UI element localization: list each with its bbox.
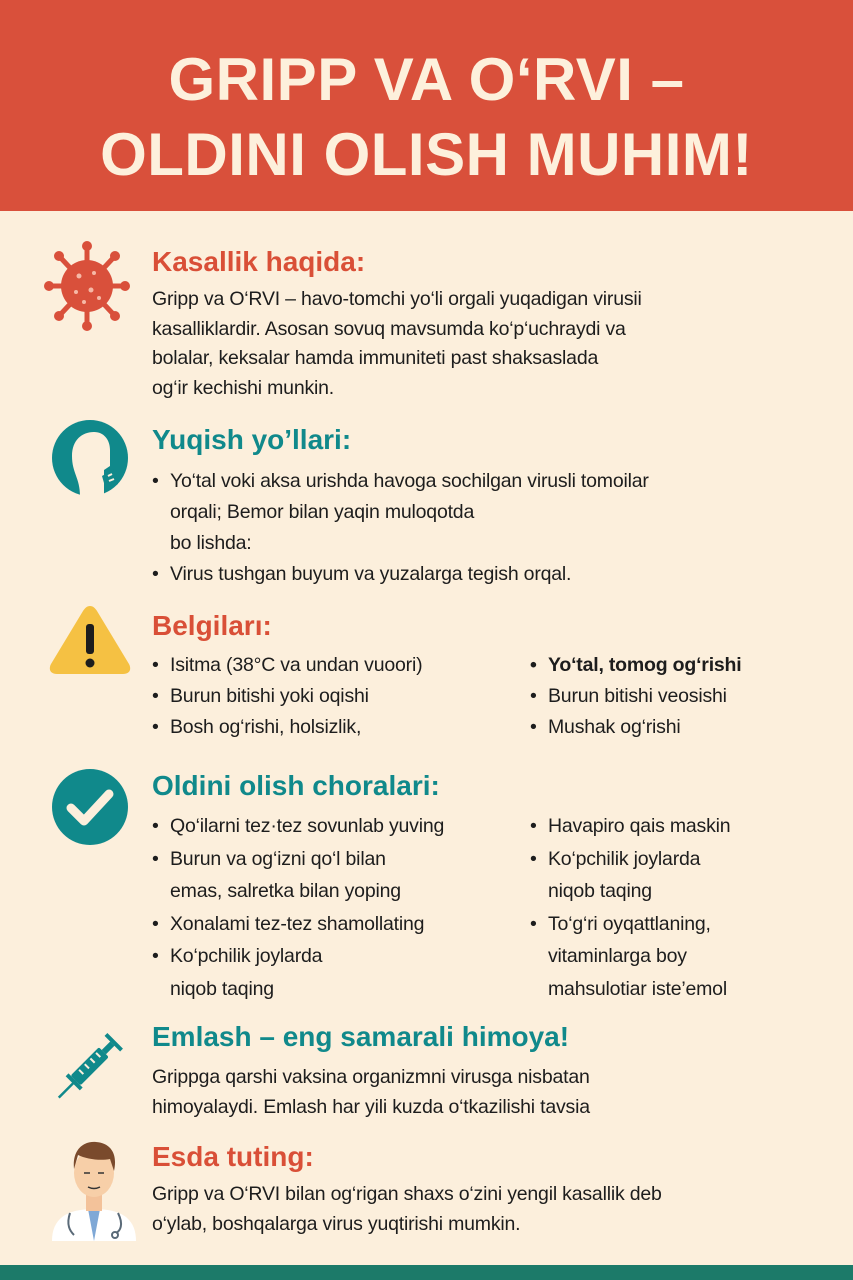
list-item bbox=[530, 908, 730, 1006]
text-line: • Virus tushgan buyum va yuzalarga tegish orqal. bbox=[170, 563, 572, 585]
prevention-right-list bbox=[530, 810, 730, 1005]
bullet-list bbox=[152, 466, 649, 590]
footer-bar bbox=[0, 1265, 853, 1280]
coughing-person-icon bbox=[50, 418, 130, 498]
list-item bbox=[152, 466, 649, 559]
list-item: • Bosh og‘rishi, holsizlik, bbox=[152, 712, 422, 743]
text-line: • Ko‘pchilik joylarda bbox=[548, 847, 701, 870]
virus-icon bbox=[44, 240, 130, 332]
prevention-left-list bbox=[152, 810, 444, 1005]
section-text bbox=[152, 285, 642, 403]
text-line: bo lishda: bbox=[170, 532, 252, 554]
text-line: • Yo‘tal voki aksa urishda havoga sochilgan virusli tomoilar bbox=[170, 470, 649, 492]
list-item bbox=[530, 810, 730, 843]
text-line: o‘ylab, boshqalarga virus yuqtirishi mumkin. bbox=[152, 1212, 521, 1235]
syringe-icon bbox=[44, 1022, 134, 1112]
list-item bbox=[530, 843, 730, 908]
text-line: vitaminlarga boy bbox=[548, 945, 687, 967]
text-line: niqob taqing bbox=[170, 977, 274, 1000]
text-line: niqob taqing bbox=[548, 880, 652, 902]
text-line: • Havapiro qais maskin bbox=[548, 815, 731, 837]
section-text bbox=[152, 1063, 590, 1122]
text-line: • Qo‘ilarni tez·tez sovunlab yuving bbox=[170, 815, 445, 837]
list-item: • Yo‘tal, tomog og‘rishi bbox=[530, 650, 742, 681]
text-line: • To‘g‘ri oyqattlaning, bbox=[548, 912, 711, 935]
list-item bbox=[152, 908, 444, 941]
list-item: • Burun bitishi yoki oqishi bbox=[152, 681, 422, 712]
warning-icon bbox=[47, 602, 133, 676]
list-item: • Mushak og‘rishi bbox=[530, 712, 742, 743]
doctor-icon bbox=[48, 1137, 140, 1241]
list-item: • Isitma (38°C va undan vuoori) bbox=[152, 650, 422, 681]
section-heading: Belgiları: bbox=[152, 610, 272, 641]
text-line: kasalliklardir. Asosan sovuq mavsumda ko‘p‘uchraydi va bbox=[152, 317, 626, 340]
checkmark-icon bbox=[51, 768, 129, 846]
text-line: Gripp va O‘RVI bilan og‘rigan shaxs o‘zini yengil kasallik deb bbox=[152, 1183, 662, 1205]
section-text bbox=[152, 1180, 662, 1239]
symptoms-left-list bbox=[152, 650, 422, 743]
list-item bbox=[152, 940, 444, 1005]
poster-title-line-1: GRIPP VA O‘RVI – bbox=[168, 46, 685, 113]
text-line: himoyalaydi. Emlash har yili kuzda o‘tkazilishi tavsia bbox=[152, 1095, 590, 1118]
text-line: • Ko‘pchilik joylarda bbox=[170, 945, 323, 967]
text-line: Grippga qarshi vaksina organizmni virusga nisbatan bbox=[152, 1066, 590, 1088]
list-item bbox=[152, 810, 444, 843]
poster-title-line-2: OLDINI OLISH MUHIM! bbox=[100, 121, 753, 188]
list-item bbox=[152, 559, 649, 590]
section-heading: Kasallik haqida: bbox=[152, 246, 366, 277]
text-line: bolalar, keksalar hamda immuniteti past shaksaslada bbox=[152, 347, 599, 369]
list-item: • Burun bitishi veosishi bbox=[530, 681, 742, 712]
text-line: orqali; Bemor bilan yaqin muloqotda bbox=[170, 501, 475, 523]
text-line: emas, salretka bilan yoping bbox=[170, 880, 401, 902]
text-line: • Xonalami tez-tez shamollating bbox=[170, 912, 425, 935]
section-heading: Yuqish yo’llari: bbox=[152, 424, 352, 455]
section-heading: Esda tuting: bbox=[152, 1141, 314, 1172]
section-heading: Emlash – eng samarali himoya! bbox=[152, 1021, 570, 1052]
text-line: • Burun va og‘izni qo‘l bilan bbox=[170, 847, 386, 870]
section-heading: Oldini olish choralari: bbox=[152, 770, 440, 801]
text-line: Gripp va O‘RVI – havo-tomchi yo‘li orgali yuqadigan virusii bbox=[152, 288, 642, 310]
text-line: mahsulotiar iste’emol bbox=[548, 977, 727, 1000]
symptoms-right-list bbox=[530, 650, 742, 743]
text-line: og‘ir kechishi munkin. bbox=[152, 376, 335, 399]
poster-header bbox=[0, 0, 853, 211]
list-item bbox=[152, 843, 444, 908]
